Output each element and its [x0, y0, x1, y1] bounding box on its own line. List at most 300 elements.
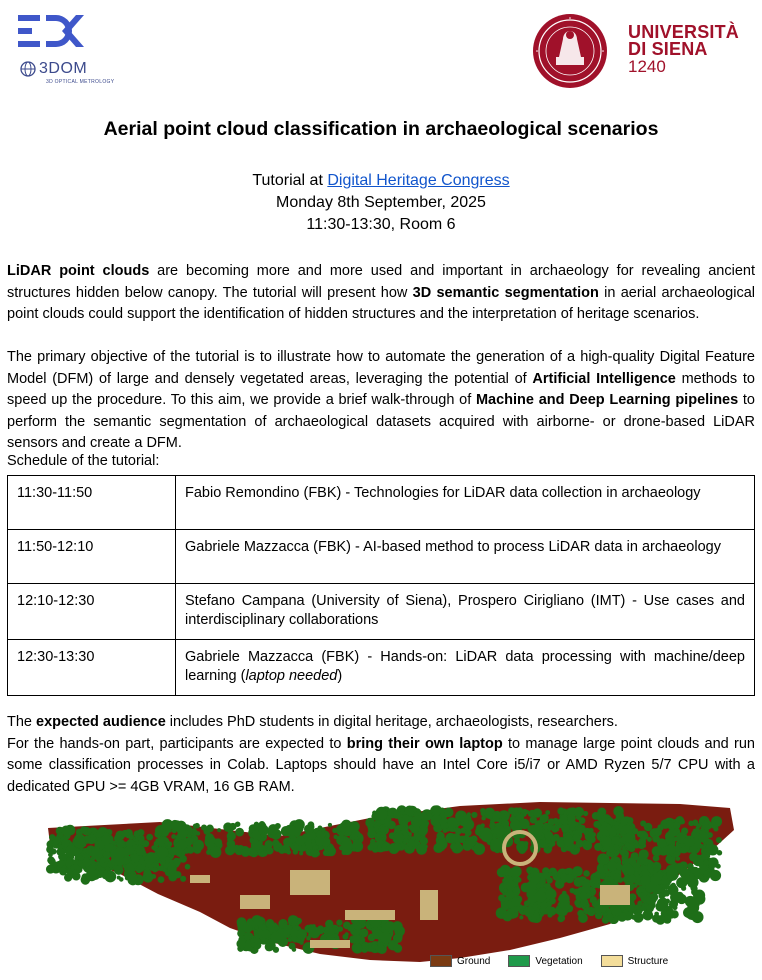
vegetation-patch: [473, 843, 485, 855]
vegetation-patch: [673, 822, 680, 829]
vegetation-patch: [594, 879, 599, 884]
vegetation-patch: [349, 824, 358, 833]
vegetation-patch: [443, 828, 448, 833]
vegetation-patch: [471, 812, 477, 818]
vegetation-patch: [570, 826, 575, 831]
vegetation-patch: [361, 943, 366, 948]
vegetation-patch: [639, 907, 643, 911]
vegetation-patch: [576, 840, 584, 848]
vegetation-patch: [497, 868, 507, 878]
vegetation-patch: [251, 943, 255, 947]
vegetation-patch: [581, 898, 589, 906]
vegetation-patch: [633, 912, 643, 922]
vegetation-patch: [522, 809, 528, 815]
vegetation-patch: [690, 838, 695, 843]
vegetation-patch: [371, 813, 378, 820]
vegetation-patch: [690, 885, 695, 890]
vegetation-patch: [201, 824, 207, 830]
vegetation-patch: [607, 861, 617, 871]
vegetation-patch: [436, 832, 444, 840]
vegetation-patch: [495, 817, 499, 821]
legend-label: Vegetation: [535, 955, 583, 967]
vegetation-patch: [73, 869, 79, 875]
vegetation-patch: [284, 825, 296, 837]
vegetation-patch: [413, 808, 417, 812]
vegetation-patch: [624, 832, 635, 843]
vegetation-patch: [546, 877, 553, 884]
vegetation-patch: [594, 843, 602, 851]
vegetation-patch: [668, 829, 677, 838]
vegetation-patch: [583, 811, 588, 816]
vegetation-patch: [187, 827, 193, 833]
vegetation-patch: [393, 944, 402, 953]
vegetation-patch: [607, 817, 614, 824]
text-run: to manage large point clouds and run some classification processes in Colab. Laptops should have an Intel Core i5/i7 or AMD Ryzen 5/7 CPU with a dedicated GPU >= 4GB VRAM, 16 GB RAM.: [7, 735, 755, 795]
vegetation-patch: [625, 854, 629, 858]
vegetation-patch: [593, 821, 600, 828]
vegetation-patch: [547, 824, 553, 830]
vegetation-patch: [557, 915, 564, 922]
vegetation-patch: [557, 807, 564, 814]
vegetation-patch: [564, 869, 569, 874]
vegetation-patch: [283, 838, 292, 847]
vegetation-patch: [613, 873, 620, 880]
event-line: [0, 170, 762, 192]
italic-text: laptop needed: [245, 667, 338, 684]
fbk-mark-icon: [18, 12, 98, 58]
vegetation-patch: [313, 849, 318, 854]
text-run: Fabio Remondino (FBK) - Technologies for LiDAR data collection in archaeology: [185, 485, 701, 501]
vegetation-patch: [46, 846, 54, 854]
vegetation-patch: [352, 848, 356, 852]
vegetation-patch: [251, 840, 261, 850]
vegetation-patch: [275, 823, 281, 829]
figure-legend: [430, 955, 668, 967]
event-time: 11:30-13:30, Room 6: [306, 216, 456, 233]
legend-swatch: [601, 955, 623, 967]
schedule-description: [176, 476, 755, 530]
vegetation-patch: [545, 888, 556, 899]
vegetation-patch: [416, 844, 427, 855]
vegetation-patch: [146, 834, 153, 841]
vegetation-patch: [128, 875, 139, 886]
vegetation-patch: [323, 850, 329, 856]
vegetation-patch: [48, 858, 55, 865]
schedule-time: 11:50-12:10: [8, 530, 176, 584]
vegetation-patch: [229, 845, 237, 853]
text-run: For the hands-on part, participants are expected to: [7, 735, 347, 752]
schedule-description: [176, 584, 755, 640]
intro-paragraph: [7, 261, 755, 326]
structure-patch: [290, 870, 330, 895]
vegetation-patch: [179, 855, 187, 863]
text-run: Stefano Campana (University of Siena), Prospero Cirigliano (IMT) - Use cases and interdisciplinary collaborations: [185, 593, 745, 628]
vegetation-patch: [638, 892, 643, 897]
vegetation-patch: [261, 850, 267, 856]
structure-patch: [420, 890, 438, 920]
vegetation-patch: [57, 860, 64, 867]
structure-patch: [345, 910, 395, 920]
vegetation-patch: [450, 843, 457, 850]
vegetation-patch: [481, 811, 486, 816]
university-line-2: DI SIENA: [628, 39, 708, 59]
vegetation-patch: [592, 901, 599, 908]
vegetation-patch: [545, 810, 550, 815]
vegetation-patch: [206, 825, 214, 833]
vegetation-patch: [266, 919, 274, 927]
vegetation-patch: [621, 863, 632, 874]
vegetation-patch: [439, 808, 445, 814]
vegetation-patch: [652, 835, 660, 843]
vegetation-patch: [604, 869, 609, 874]
legend-label: Ground: [457, 955, 491, 967]
vegetation-patch: [169, 847, 178, 856]
vegetation-patch: [516, 877, 521, 882]
schedule-description: [176, 640, 755, 696]
vegetation-patch: [171, 820, 182, 831]
schedule-time: 12:30-13:30: [8, 640, 176, 696]
vegetation-patch: [252, 831, 261, 840]
vegetation-patch: [613, 907, 621, 915]
vegetation-patch: [554, 827, 559, 832]
vegetation-patch: [131, 854, 140, 863]
text-run: to perform the semantic segmentation of archaeological datasets acquired with airborne- or drone-based LiDAR sensors and create a DFM.: [7, 392, 756, 451]
vegetation-patch: [144, 855, 154, 865]
vegetation-patch: [574, 900, 580, 906]
schedule-description: [176, 530, 755, 584]
vegetation-patch: [381, 846, 387, 852]
vegetation-patch: [167, 865, 176, 874]
vegetation-patch: [577, 825, 586, 834]
vegetation-patch: [82, 858, 90, 866]
vegetation-patch: [504, 812, 509, 817]
objective-paragraph: [7, 347, 755, 455]
vegetation-patch: [342, 934, 348, 940]
vegetation-patch: [336, 919, 342, 925]
vegetation-patch: [506, 890, 515, 899]
vegetation-patch: [307, 929, 312, 934]
vegetation-patch: [367, 845, 373, 851]
vegetation-patch: [666, 864, 677, 875]
vegetation-patch: [138, 835, 145, 842]
vegetation-patch: [393, 811, 401, 819]
vegetation-patch: [295, 821, 303, 829]
vegetation-patch: [548, 872, 552, 876]
vegetation-patch: [111, 856, 120, 865]
bold-text: bring their own laptop: [346, 735, 503, 752]
vegetation-patch: [613, 844, 619, 850]
vegetation-patch: [639, 849, 649, 859]
vegetation-patch: [641, 858, 648, 865]
vegetation-patch: [600, 855, 609, 864]
vegetation-patch: [580, 892, 587, 899]
vegetation-patch: [143, 869, 151, 877]
vegetation-patch: [261, 930, 270, 939]
vegetation-patch: [560, 873, 567, 880]
text-run: The: [7, 714, 37, 730]
vegetation-patch: [304, 824, 314, 834]
vegetation-patch: [281, 920, 285, 924]
vegetation-patch: [185, 864, 191, 870]
event-date: Monday 8th September, 2025: [276, 194, 486, 211]
vegetation-patch: [102, 863, 107, 868]
vegetation-patch: [666, 906, 670, 910]
vegetation-patch: [690, 868, 696, 874]
vegetation-patch: [637, 901, 643, 907]
legend-item: [601, 955, 669, 967]
vegetation-patch: [235, 828, 244, 837]
vegetation-patch: [385, 921, 396, 932]
vegetation-patch: [135, 841, 139, 845]
vegetation-patch: [652, 914, 660, 922]
schedule-table: [7, 475, 755, 696]
vegetation-patch: [347, 926, 352, 931]
vegetation-patch: [261, 832, 267, 838]
vegetation-patch: [297, 929, 307, 939]
vegetation-patch: [540, 815, 548, 823]
vegetation-patch: [367, 830, 376, 839]
vegetation-patch: [152, 867, 157, 872]
vegetation-patch: [119, 877, 124, 882]
vegetation-patch: [290, 943, 294, 947]
vegetation-patch: [649, 893, 658, 902]
vegetation-patch: [561, 824, 570, 833]
vegetation-patch: [716, 837, 722, 843]
vegetation-patch: [210, 846, 222, 858]
schedule-row: [8, 584, 755, 640]
vegetation-patch: [704, 819, 710, 825]
vegetation-patch: [647, 837, 652, 842]
vegetation-patch: [217, 828, 221, 832]
vegetation-patch: [437, 839, 448, 850]
vegetation-patch: [681, 886, 686, 891]
text-run: Gabriele Mazzacca (FBK) - Hands-on: LiDAR data processing with machine/deep learning (: [185, 649, 745, 684]
vegetation-patch: [589, 836, 596, 843]
vegetation-patch: [602, 822, 608, 828]
vegetation-patch: [640, 820, 646, 826]
vegetation-patch: [681, 828, 688, 835]
vegetation-patch: [161, 832, 166, 837]
vegetation-patch: [628, 875, 636, 883]
vegetation-patch: [633, 862, 640, 869]
vegetation-patch: [698, 832, 709, 843]
schedule-time: 11:30-11:50: [8, 476, 176, 530]
vegetation-patch: [295, 836, 305, 846]
vegetation-patch: [87, 829, 91, 833]
vegetation-patch: [689, 852, 698, 861]
vegetation-patch: [206, 833, 212, 839]
vegetation-patch: [196, 831, 200, 835]
vegetation-patch: [564, 837, 574, 847]
vegetation-patch: [194, 823, 200, 829]
vegetation-patch: [74, 837, 85, 848]
legend-swatch: [430, 955, 452, 967]
vegetation-patch: [524, 906, 535, 917]
fbk-logo: [18, 12, 115, 85]
vegetation-patch: [579, 915, 585, 921]
vegetation-patch: [420, 837, 428, 845]
bold-text: Machine and Deep Learning pipelines: [475, 392, 739, 408]
vegetation-patch: [411, 816, 422, 827]
vegetation-patch: [253, 930, 258, 935]
vegetation-patch: [328, 823, 332, 827]
bold-text: expected audience: [36, 714, 166, 730]
vegetation-patch: [278, 846, 285, 853]
vegetation-patch: [403, 838, 409, 844]
vegetation-patch: [142, 840, 149, 847]
vegetation-patch: [91, 848, 103, 860]
legend-item: [508, 955, 582, 967]
vegetation-patch: [361, 930, 367, 936]
vegetation-patch: [481, 816, 486, 821]
vegetation-patch: [535, 891, 546, 902]
vegetation-patch: [334, 929, 338, 933]
vegetation-patch: [545, 838, 551, 844]
structure-patch: [600, 885, 630, 905]
vegetation-patch: [683, 875, 691, 883]
vegetation-patch: [465, 831, 470, 836]
vegetation-patch: [625, 842, 630, 847]
vegetation-patch: [178, 830, 188, 840]
vegetation-patch: [511, 897, 521, 907]
vegetation-patch: [165, 841, 170, 846]
vegetation-patch: [86, 869, 98, 881]
vegetation-patch: [481, 830, 493, 842]
text-run: are becoming more and more used and important in archaeology for revealing ancient structures hidden below canopy. The tutorial will present how: [7, 263, 755, 301]
vegetation-patch: [583, 907, 590, 914]
vegetation-patch: [439, 818, 446, 825]
vegetation-patch: [116, 839, 125, 848]
vegetation-patch: [705, 843, 715, 853]
congress-link[interactable]: Digital Heritage Congress: [327, 172, 510, 189]
vegetation-patch: [397, 936, 401, 940]
vegetation-patch: [341, 840, 353, 852]
vegetation-patch: [235, 821, 241, 827]
vegetation-patch: [570, 888, 576, 894]
vegetation-patch: [627, 817, 634, 824]
vegetation-patch: [490, 839, 502, 851]
vegetation-patch: [299, 940, 303, 944]
vegetation-patch: [540, 902, 547, 909]
vegetation-patch: [380, 826, 387, 833]
university-line-1: UNIVERSITÀ: [628, 22, 740, 42]
event-prefix: Tutorial at: [252, 172, 328, 189]
vegetation-patch: [600, 835, 607, 842]
vegetation-patch: [518, 843, 524, 849]
vegetation-patch: [174, 871, 181, 878]
structure-patch: [190, 875, 210, 883]
vegetation-patch: [352, 934, 362, 944]
vegetation-patch: [665, 899, 670, 904]
vegetation-patch: [606, 914, 613, 921]
vegetation-patch: [466, 836, 476, 846]
vegetation-patch: [403, 815, 409, 821]
vegetation-patch: [703, 860, 709, 866]
vegetation-patch: [187, 846, 194, 853]
vegetation-patch: [664, 889, 669, 894]
vegetation-patch: [583, 870, 590, 877]
vegetation-patch: [325, 928, 330, 933]
vegetation-patch: [253, 823, 261, 831]
vegetation-patch: [48, 852, 53, 857]
vegetation-patch: [236, 939, 245, 948]
vegetation-patch: [393, 843, 401, 851]
vegetation-patch: [561, 815, 568, 822]
vegetation-patch: [372, 929, 382, 939]
bold-text: 3D semantic segmentation: [412, 284, 599, 301]
vegetation-patch: [102, 872, 109, 879]
vegetation-patch: [124, 863, 135, 874]
vegetation-patch: [547, 846, 552, 851]
university-name: [628, 24, 739, 75]
vegetation-patch: [243, 923, 253, 933]
vegetation-patch: [652, 846, 662, 856]
vegetation-patch: [56, 848, 64, 856]
vegetation-patch: [241, 848, 250, 857]
vegetation-patch: [266, 941, 276, 951]
vegetation-patch: [673, 837, 677, 841]
vegetation-patch: [158, 876, 165, 883]
vegetation-patch: [666, 820, 674, 828]
vegetation-patch: [227, 837, 233, 843]
vegetation-patch: [195, 840, 201, 846]
vegetation-patch: [325, 920, 333, 928]
vegetation-patch: [244, 934, 251, 941]
vegetation-patch: [619, 849, 625, 855]
event-info: [0, 170, 762, 236]
vegetation-patch: [62, 839, 70, 847]
vegetation-patch: [657, 824, 663, 830]
legend-swatch: [508, 955, 530, 967]
vegetation-patch: [502, 911, 512, 921]
vegetation-patch: [340, 827, 346, 833]
vegetation-patch: [125, 846, 134, 855]
vegetation-patch: [696, 826, 700, 830]
vegetation-patch: [551, 836, 557, 842]
vegetation-patch: [49, 834, 55, 840]
vegetation-patch: [579, 817, 586, 824]
vegetation-patch: [558, 893, 569, 904]
text-run: in aerial archaeological point clouds could support the identification of hidden structures and the interpretation of heritage scenarios.: [7, 284, 755, 322]
university-seal-icon: [532, 13, 608, 89]
vegetation-patch: [180, 876, 186, 882]
vegetation-patch: [353, 943, 362, 952]
vegetation-patch: [380, 819, 385, 824]
schedule-time: 12:10-12:30: [8, 584, 176, 640]
vegetation-patch: [444, 808, 454, 818]
vegetation-patch: [463, 815, 472, 824]
vegetation-patch: [103, 851, 111, 859]
vegetation-patch: [637, 831, 644, 838]
schedule-row: [8, 640, 755, 696]
text-run: includes PhD students in digital heritage, archaeologists, researchers.: [165, 714, 618, 730]
vegetation-patch: [646, 904, 654, 912]
vegetation-patch: [653, 855, 660, 862]
vegetation-patch: [46, 865, 55, 874]
structure-patch: [240, 895, 270, 909]
vegetation-patch: [65, 845, 77, 857]
schedule-row: [8, 476, 755, 530]
vegetation-patch: [574, 847, 578, 851]
schedule-row: [8, 530, 755, 584]
vegetation-patch: [61, 826, 71, 836]
legend-item: [430, 955, 490, 967]
vegetation-patch: [321, 828, 326, 833]
vegetation-patch: [91, 863, 95, 867]
vegetation-patch: [694, 893, 705, 904]
vegetation-patch: [547, 912, 552, 917]
point-cloud-figure: [40, 800, 740, 980]
